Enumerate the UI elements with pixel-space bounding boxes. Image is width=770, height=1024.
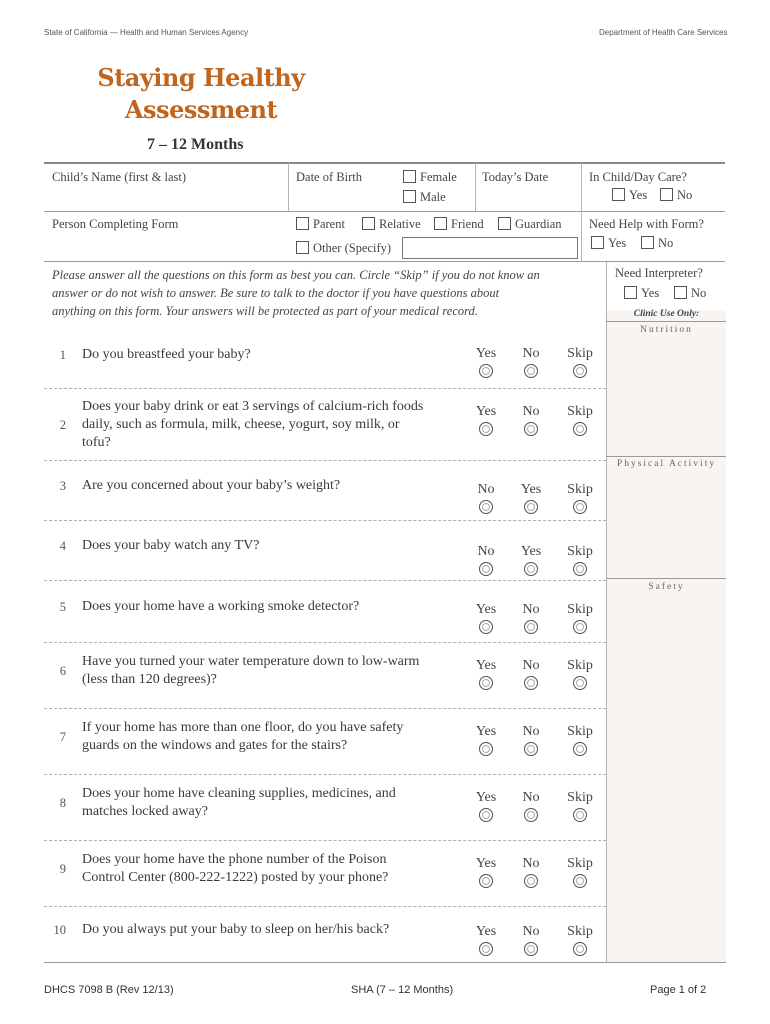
answer-radio-button[interactable] bbox=[524, 562, 538, 576]
yes-label: Yes bbox=[641, 286, 660, 300]
answer-option-label: No bbox=[522, 924, 540, 939]
row-divider bbox=[44, 774, 606, 775]
question-number: 3 bbox=[59, 479, 66, 493]
department-header: Department of Health Care Services bbox=[599, 28, 728, 37]
answer-radio-button[interactable] bbox=[573, 676, 587, 690]
question-text bbox=[82, 398, 462, 452]
answer-option-label: Yes bbox=[475, 924, 497, 939]
checkbox-icon bbox=[674, 286, 687, 299]
question-text bbox=[82, 346, 462, 364]
other-label: Other (Specify) bbox=[313, 241, 392, 255]
question-number: 8 bbox=[59, 796, 66, 810]
answer-radio-button[interactable] bbox=[479, 500, 493, 514]
safety-section-label: Safety bbox=[648, 582, 685, 592]
checkbox-icon bbox=[403, 190, 416, 203]
question-text-line: matches locked away? bbox=[82, 804, 208, 819]
answer-radio-button[interactable] bbox=[479, 562, 493, 576]
child-name-field[interactable]: Child’s Name (first & last) bbox=[52, 170, 187, 184]
no-label: No bbox=[691, 286, 707, 300]
answer-option-label: Yes bbox=[475, 602, 497, 617]
answer-option-label: Skip bbox=[567, 602, 593, 617]
answer-option-label: No bbox=[477, 544, 495, 559]
answer-option-label: Skip bbox=[567, 924, 593, 939]
checkbox-icon bbox=[296, 241, 309, 254]
page-number: Page 1 of 2 bbox=[650, 984, 707, 996]
form-name: SHA (7 – 12 Months) bbox=[351, 984, 454, 996]
answer-option-label: Skip bbox=[567, 856, 593, 871]
need-help-label: Need Help with Form? bbox=[589, 217, 704, 231]
question-text bbox=[82, 537, 462, 555]
row-divider bbox=[44, 520, 606, 521]
answer-option-label: Skip bbox=[567, 544, 593, 559]
question-number: 9 bbox=[59, 862, 66, 876]
question-number: 1 bbox=[59, 348, 66, 362]
question-text-line: Control Center (800-222-1222) posted by your phone? bbox=[82, 870, 389, 885]
clinic-use-label: Clinic Use Only: bbox=[633, 309, 700, 319]
answer-radio-button[interactable] bbox=[573, 942, 587, 956]
instructions-line: answer or do not wish to answer. Be sure to talk to the doctor if you have questions about bbox=[52, 286, 500, 300]
checkbox-icon bbox=[403, 170, 416, 183]
daycare-no-checkbox[interactable] bbox=[660, 188, 692, 203]
question-number: 7 bbox=[59, 730, 66, 744]
answer-radio-button[interactable] bbox=[524, 874, 538, 888]
answer-radio-button[interactable] bbox=[524, 808, 538, 822]
question-text bbox=[82, 598, 462, 616]
answer-option-label: No bbox=[522, 790, 540, 805]
instructions bbox=[52, 266, 604, 320]
form-id: DHCS 7098 B (Rev 12/13) bbox=[44, 984, 174, 996]
checkbox-icon bbox=[660, 188, 673, 201]
answer-radio-button[interactable] bbox=[573, 364, 587, 378]
answer-radio-button[interactable] bbox=[524, 620, 538, 634]
relative-checkbox[interactable] bbox=[362, 217, 421, 232]
answer-option-label: Skip bbox=[567, 724, 593, 739]
answer-option-label: No bbox=[522, 658, 540, 673]
dob-field[interactable]: Date of Birth bbox=[296, 170, 362, 184]
question-text bbox=[82, 477, 462, 495]
answer-option-label: Yes bbox=[475, 724, 497, 739]
answer-radio-button[interactable] bbox=[479, 742, 493, 756]
answer-radio-button[interactable] bbox=[524, 942, 538, 956]
instructions-line: Please answer all the questions on this form as best you can. Circle “Skip” if you do not know an bbox=[52, 268, 540, 282]
nutrition-section-label: Nutrition bbox=[640, 325, 693, 335]
checkbox-icon bbox=[641, 236, 654, 249]
female-label: Female bbox=[420, 170, 457, 184]
question-text-line: Are you concerned about your baby’s weight? bbox=[82, 478, 341, 493]
interpreter-yes-checkbox[interactable] bbox=[624, 286, 659, 301]
answer-option-label: No bbox=[522, 602, 540, 617]
answer-radio-button[interactable] bbox=[479, 676, 493, 690]
question-text-line: Does your baby watch any TV? bbox=[82, 538, 260, 553]
answer-radio-button[interactable] bbox=[479, 620, 493, 634]
daycare-label: In Child/Day Care? bbox=[589, 170, 687, 184]
female-checkbox[interactable] bbox=[403, 170, 457, 185]
row-divider bbox=[44, 906, 606, 907]
row-divider bbox=[44, 840, 606, 841]
answer-radio-button[interactable] bbox=[479, 874, 493, 888]
interpreter-no-checkbox[interactable] bbox=[674, 286, 706, 301]
answer-radio-button[interactable] bbox=[479, 942, 493, 956]
checkbox-icon bbox=[612, 188, 625, 201]
question-text bbox=[82, 851, 462, 887]
no-label: No bbox=[658, 236, 674, 250]
question-text-line: If your home has more than one floor, do you have safety bbox=[82, 720, 404, 735]
help-no-checkbox[interactable] bbox=[641, 236, 673, 251]
answer-radio-button[interactable] bbox=[479, 422, 493, 436]
row-divider bbox=[44, 460, 606, 461]
guardian-checkbox[interactable] bbox=[498, 217, 562, 232]
answer-radio-button[interactable] bbox=[524, 364, 538, 378]
page-title bbox=[90, 62, 312, 126]
answer-option-label: Yes bbox=[475, 856, 497, 871]
row-divider bbox=[44, 642, 606, 643]
question-number: 4 bbox=[59, 539, 66, 553]
answer-radio-button[interactable] bbox=[573, 620, 587, 634]
row-divider bbox=[44, 708, 606, 709]
age-range-subtitle: 7 – 12 Months bbox=[147, 136, 244, 153]
question-text bbox=[82, 921, 462, 939]
question-number: 6 bbox=[59, 664, 66, 678]
other-checkbox[interactable] bbox=[296, 241, 391, 256]
answer-radio-button[interactable] bbox=[573, 500, 587, 514]
no-label: No bbox=[677, 188, 693, 202]
answer-option-label: Yes bbox=[475, 790, 497, 805]
question-text-line: Does your baby drink or eat 3 servings of calcium-rich foods bbox=[82, 399, 424, 414]
row-divider bbox=[44, 580, 606, 581]
question-number: 10 bbox=[53, 923, 66, 937]
row-divider bbox=[44, 388, 606, 389]
friend-checkbox[interactable] bbox=[434, 217, 484, 232]
physical-activity-section-label: Physical Activity bbox=[616, 459, 717, 469]
guardian-label: Guardian bbox=[515, 217, 562, 231]
question-text-line: Does your home have the phone number of the Poison bbox=[82, 852, 387, 867]
question-text bbox=[82, 719, 462, 755]
answer-option-label: No bbox=[522, 346, 540, 361]
clinic-use-column bbox=[607, 310, 726, 962]
male-label: Male bbox=[420, 190, 446, 204]
answer-option-label: Yes bbox=[520, 544, 542, 559]
answer-radio-button[interactable] bbox=[573, 742, 587, 756]
relative-label: Relative bbox=[379, 217, 421, 231]
checkbox-icon bbox=[624, 286, 637, 299]
instructions-line: anything on this form. Your answers will be protected as part of your medical record. bbox=[52, 304, 478, 318]
answer-option-label: Skip bbox=[567, 482, 593, 497]
question-text-line: (less than 120 degrees)? bbox=[82, 672, 217, 687]
friend-label: Friend bbox=[451, 217, 484, 231]
question-text-line: guards on the windows and gates for the stairs? bbox=[82, 738, 348, 753]
answer-option-label: Skip bbox=[567, 790, 593, 805]
title-line-1: Staying Healthy bbox=[97, 63, 305, 92]
title-line-2: Assessment bbox=[124, 95, 278, 124]
other-specify-input[interactable] bbox=[402, 237, 578, 259]
answer-radio-button[interactable] bbox=[479, 364, 493, 378]
need-interpreter-label: Need Interpreter? bbox=[615, 266, 703, 280]
parent-label: Parent bbox=[313, 217, 345, 231]
checkbox-icon bbox=[296, 217, 309, 230]
answer-option-label: No bbox=[522, 724, 540, 739]
yes-label: Yes bbox=[608, 236, 627, 250]
question-number: 2 bbox=[59, 418, 66, 432]
answer-option-label: Skip bbox=[567, 404, 593, 419]
question-text-line: Does your home have cleaning supplies, medicines, and bbox=[82, 786, 396, 801]
answer-option-label: Yes bbox=[520, 482, 542, 497]
yes-label: Yes bbox=[629, 188, 648, 202]
answer-option-label: No bbox=[477, 482, 495, 497]
checkbox-icon bbox=[362, 217, 375, 230]
answer-option-label: No bbox=[522, 856, 540, 871]
answer-option-label: Yes bbox=[475, 658, 497, 673]
question-text bbox=[82, 653, 462, 689]
question-text-line: Do you breastfeed your baby? bbox=[82, 347, 251, 362]
male-checkbox[interactable] bbox=[403, 190, 446, 205]
parent-checkbox[interactable] bbox=[296, 217, 345, 232]
answer-radio-button[interactable] bbox=[524, 422, 538, 436]
answer-radio-button[interactable] bbox=[573, 808, 587, 822]
answer-option-label: Yes bbox=[475, 404, 497, 419]
question-text-line: Does your home have a working smoke detector? bbox=[82, 599, 360, 614]
question-text-line: tofu? bbox=[82, 435, 111, 450]
question-text-line: daily, such as formula, milk, cheese, yogurt, soy milk, or bbox=[82, 417, 400, 432]
help-yes-checkbox[interactable] bbox=[591, 236, 626, 251]
checkbox-icon bbox=[591, 236, 604, 249]
answer-radio-button[interactable] bbox=[479, 808, 493, 822]
question-text-line: Do you always put your baby to sleep on her/his back? bbox=[82, 922, 390, 937]
person-completing-label: Person Completing Form bbox=[52, 217, 179, 231]
answer-radio-button[interactable] bbox=[573, 422, 587, 436]
question-number: 5 bbox=[59, 600, 66, 614]
answer-radio-button[interactable] bbox=[524, 676, 538, 690]
question-text-line: Have you turned your water temperature down to low-warm bbox=[82, 654, 420, 669]
answer-option-label: Skip bbox=[567, 346, 593, 361]
answer-option-label: Yes bbox=[475, 346, 497, 361]
daycare-yes-checkbox[interactable] bbox=[612, 188, 647, 203]
checkbox-icon bbox=[498, 217, 511, 230]
answer-radio-button[interactable] bbox=[573, 562, 587, 576]
question-text bbox=[82, 785, 462, 821]
agency-header: State of California — Health and Human Services Agency bbox=[44, 28, 249, 37]
answer-radio-button[interactable] bbox=[524, 500, 538, 514]
answer-option-label: No bbox=[522, 404, 540, 419]
answer-radio-button[interactable] bbox=[573, 874, 587, 888]
answer-option-label: Skip bbox=[567, 658, 593, 673]
todays-date-field[interactable]: Today’s Date bbox=[482, 170, 549, 184]
checkbox-icon bbox=[434, 217, 447, 230]
answer-radio-button[interactable] bbox=[524, 742, 538, 756]
